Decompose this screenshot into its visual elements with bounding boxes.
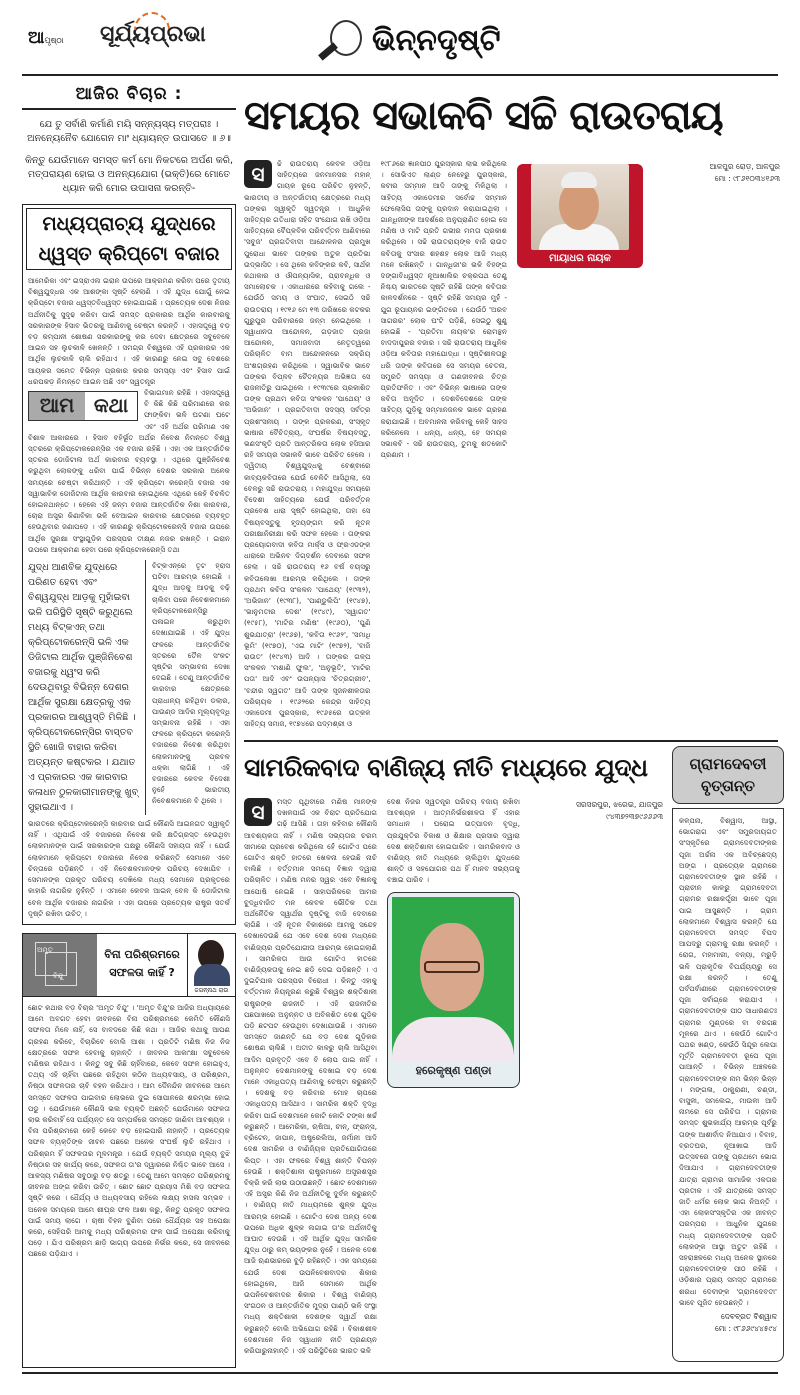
amruta-bindu-logo xyxy=(23,934,97,996)
sidebox-title xyxy=(672,746,784,804)
author-portrait xyxy=(531,164,629,250)
sidebox xyxy=(672,808,784,1362)
column-title: ବିନା ପରିଶ୍ରମରେ ସଫଳତା କାହିଁ ? xyxy=(104,948,180,979)
a1body-cont: ୧୯୮୬ରେ ଜ୍ଞାନପୀଠ ପୁରସ୍କାର ଲାଭ କରିଥିଲେ । ସୋଭିଏତ ଲାଣ୍ଡ ନେହେରୁ ପୁରସ୍କାର, କବୀର ସମ୍ମାନ ଆଦି ତାଙ୍କୁ ମିଳିଥିଲା । ସାହିତ୍ୟ ଏକାଡେମୀର ସର୍ବୋଚ୍ଚ ସମ୍ମାନ ଫେଲୋସିପ ତାଙ୍କୁ ପ୍ରଦାନ କରାଯାଇଥିଲା । ଗାନ୍ଧିଜୀଙ୍କ ଆଦର୍ଶରେ ଅନୁପ୍ରାଣିତ ହୋଇ ସେ ମଣିଷ ଓ ମାଟି ପ୍ରତି ଗଭୀର ମମତା ପ୍ରକାଶ କରିଥିଲେ । ସଚ୍ଚି ରାଉତରାୟଙ୍କ ବାଜି ରାଉତ କବିତାକୁ ସଂସାର ଶହଶହ ଲୋକ ଆଜି ମଧ୍ୟ ମନେ ରଖିଛନ୍ତି । ଗାନ୍ଧିଜୀ'ର ଭଳି ବିହଙ୍ଗ ଦଙ୍ଗାବିଧ୍ୱସ୍ତ ନୂଆଖାଲିର ଚକ୍ରପଥ ତେଣୁ ନିଶ୍ଚୟ ଭାରତରେ ସୃଷ୍ଟି ରହିଛି ତାଙ୍କ କବିତାର କାଳଦର୍ଶନରେ - ସୃଷ୍ଟି ରହିଛି ସମୟର ମୁହଁ - ଯୁଗ ରୂପାୟନର ଇଙ୍ଗିତରେ । ଯେଉଁଠି 'ଅରବ ସାଗରର' ଲୋକ ଘଂଟି ପଡ଼ିଛି, ସେଇଠୁ ଶୁଣୁ ହୋଇଛି - 'ପ୍ରତିମା ନାୟକ'ର ରୋମନ୍ଥନ ବାଦଦାପୁରର ବଜାର । ସଚ୍ଚି ରାଉତରାୟ ଆଧୁନିକ ଓଡ଼ିଆ କବିତାର ମହାଯୋଦ୍ଧା । ସୃଷ୍ଟିଶୀଳତାରୁ ଧରି ତାଙ୍କ କବିତାରେ ସେ ସମୟର ଚେତନା, ସମ୍ପ୍ରତି ସମସ୍ୟା ଓ ଗଣଜୀବନର ଚିତ୍ର ପ୍ରତିଫଳିତ । ଏବଂ ବିଭିନ୍ନ ଭାଷାରେ ତାଙ୍କ କବିତା ଅନୂଦିତ । ଦେଶବିଦେଶରେ ତାଙ୍କ ସାହିତ୍ୟ ଗୁଡ଼ିକୁ ସମ୍ମାନଜନକ ଭାବେ ଗ୍ରହଣ କରାଯାଇଛି । ଅବମାନନା କରିବାକୁ କେହି ସାହସ କରିନେଲେ । ଧନ୍ୟ, ଧନ୍ୟ, ହେ ସମୟର ସଭାକବି - ସଚ୍ଚି ରାଉତରାୟ, ତୁମକୁ ଶତକୋଟି ପ୍ରଣାମ । xyxy=(380,159,507,460)
article1 xyxy=(244,158,780,736)
article1-photo xyxy=(517,164,643,268)
article2 xyxy=(244,796,664,1362)
editorial-body-4: ଭାରତରେ କ୍ରିପ୍ଟୋକରେନ୍ସି କାରବାର ପାଇଁ କୌଣସି ଆଇନଗତ ସ୍ୱୀକୃତି ନାହିଁ । ଏଥିପାଇଁ ଏହି ବଜାରରେ ନିବେଶ କରି କ୍ଷତିଗ୍ରସ୍ତ ହେଉଥିବା ଲୋକମାନଙ୍କ ପାଇଁ ସରକାରଙ୍କ ପକ୍ଷରୁ କୌଣସି ସହାୟତା ନାହିଁ । ଯେଉଁ ଲୋକମାନେ କ୍ରିପ୍ଟୋ ବଜାରରେ ନିବେଶ କରିଛନ୍ତି ସେମାନେ ଏବେ ଚିନ୍ତାରେ ପଡ଼ିଛନ୍ତି । ଏହି ନିବେଶକମାନଙ୍କ ପରିଚୟ ଦେଖାଯିବ । ସେମାନଙ୍କ ପ୍ରକୃତ ପରିଚୟ ଦେଖିଲେ ମଧ୍ୟ ସେମାନେ ପ୍ରକୃତରେ କାହାରି ନାଗରିକ ନୁହଁନ୍ତି । ଏମାନେ କେବଳ ଆଇନ୍ ବେଳ କି ଡୋଜିଟାଲ ବେଳ ଆର୍ଥିକ ବଜାରର ନାଗରିକ । ଏହା ଉପରେ ପ୍ରତ୍ୟେକ ରାଷ୍ଟ୍ର ସତର୍କ ଦୃଷ୍ଟି ରଖିବା ଉଚିତ୍ । xyxy=(28,819,230,918)
column-card xyxy=(22,933,236,997)
pull-quote: ଯୁଦ୍ଧ ଆଣବିକ ଯୁଦ୍ଧରେ ପରିଣତ ହେବା ଏବଂ ବିଶ୍ୱଯୁଦ୍ଧ ଆଡ଼କୁ ମୁହାଁଇବା ଭଳି ପରିସ୍ଥିତି ସୃଷ୍ଟି କରୁଥିଲେ ମଧ୍ୟ ବିଟ୍‌କଏନ୍ ତଥା କ୍ରିପ୍ଟୋକରେନ୍ସି ଭଳି ଏକ ଡିଜିଟାଲ ଆର୍ଥିକ ପୁଞ୍ଜିନିବେଶ ବଜାରକୁ ଧ୍ୱଂସ କରି ଦେଉଥିବାରୁ ବିଭିନ୍ନ ଦେଶର ଆର୍ଥିକ ସୁରକ୍ଷା କ୍ଷେତ୍ରକୁ ଏକ ପ୍ରକାରର ଆଶ୍ୱସ୍ତି ମିଳିଛି । କ୍ରିପ୍ଟୋକରେନ୍ସିର ବାସ୍ତବ ସ୍ଥିତି ଖୋଜି ବାହାର କରିବା ଅତ୍ୟନ୍ତ କଷ୍ଟକର । ଯଥାତ ଏ ପ୍ରକାରର ଏକ କାରବାର କଳାଧନ ଠୁଳକାରୀମାନଙ୍କୁ ଖୁବ୍ ସୁହାଇଥାଏ । xyxy=(28,560,146,815)
aam-katha-a: ଆମ xyxy=(29,392,85,420)
page-number xyxy=(28,28,64,48)
editorial-headline: ମଧ୍ୟପ୍ରାଚ୍ୟ ଯୁଦ୍ଧରେ ଧ୍ୱସ୍ତ କ୍ରିପ୍ଟୋ ବଜାର xyxy=(26,208,232,270)
article1-sig-place: ଆଳପୁର ରୋଡ଼, ଆଳପୁର xyxy=(709,162,780,171)
article1-col-1 xyxy=(244,158,371,736)
logo-text: ସୂର୍ଯ୍ୟପ୍ରଭା xyxy=(100,22,206,47)
logo-text-1: ଅମୃତ xyxy=(37,946,53,954)
article1-col-2 xyxy=(381,158,508,736)
article1-dropcap: ସ xyxy=(244,160,272,188)
editorial-lower xyxy=(28,560,230,814)
newspaper-logo xyxy=(100,22,206,47)
sanskrit-verse: ଯେ ତୁ ସର୍ବାଣି କର୍ମାଣି ମୟି ସନ୍ନ୍ୟସ୍ୟ ମତ୍ପରାଃ । ଅନନ୍ୟେନୈବ ଯୋଗେନ ମାଂ ଧ୍ୟାୟନ୍ତ ଉପାସତେ ॥ ୬॥ xyxy=(27,119,231,144)
a2body-cont: ଦେଶ ନିଜର ସ୍ୱତନ୍ତ୍ର ପରିଚୟ ବଜାୟ ରଖିବା ଆବଶ୍ୟକ । ଆତ୍ମନିର୍ଭରଶୀଳତା ହିଁ ଏହାର ସମାଧାନ । ଘରୋଇ ଉତ୍ପାଦନ ବୃଦ୍ଧି, ପ୍ରଯୁକ୍ତିର ବିକାଶ ଓ ଶିକ୍ଷାର ପ୍ରସାର ଦ୍ୱାରା ଦେଶ ଶକ୍ତିଶାଳୀ ହୋଇପାରିବ । ସାମରିକବାଦ ଓ ବାଣିଜ୍ୟ ନୀତି ମଧ୍ୟରେ ଚାଲିଥିବା ଯୁଦ୍ଧରେ ଶାନ୍ତି ଓ ସହଯୋଗର ପଥ ହିଁ ମାନବ ସଭ୍ୟତାକୁ ବଞ୍ଚାଇ ପାରିବ । xyxy=(387,797,520,885)
verse-meaning: କିନ୍ତୁ ଯେଉଁମାନେ ସମସ୍ତ କର୍ମ ମୋ ନିକଟରେ ଅର୍ପଣ କରି, ମତ୍ପରାୟଣ ହୋଇ ଓ ଅନନ୍ୟଯୋଗ (ଭକ୍ତି)ରେ ମୋତେ ଧ୍ୟାନ କରି ମୋର ଉପାସନା କରନ୍ତି- xyxy=(25,155,233,194)
article1-headline: ସମୟର ସଭାକବି ସଚ୍ଚି ରାଉତରାୟ xyxy=(244,93,723,139)
sidebox-title-2: ବୃତ୍ତାନ୍ତ xyxy=(701,777,755,795)
editorial-body-1: ଆମେରିକା ଏବଂ ଇସ୍ରାଏଲ ଇରାନ ଉପରେ ଆକ୍ରମଣ କରିବା ପରେ ତୃତୀୟ ବିଶ୍ୱଯୁଦ୍ଧର ଏକ ଆଶଙ୍କା ସୃଷ୍ଟି ହେଲାଣି । ଏହି ଯୁଦ୍ଧ ଯୋଗୁଁ ନେଇ କ୍ରିପ୍ଟୋ ବଜାର ଧ୍ୱସ୍ତବିଧ୍ୱସ୍ତ ହୋଇଯାଇଛି । ପ୍ରତ୍ୟେକ ଦେଶ ନିଜର ଅର୍ଥନୀତିକୁ ସୁଦୃଢ କରିବା ପାଇଁ ସମସ୍ତ ପ୍ରକାରର ଆର୍ଥିକ କାରବାରକୁ ସରକାରଙ୍କ ହିସାବ ଭିତରକୁ ଆଣିବାକୁ ଚେଷ୍ଟା କରନ୍ତି । ଏହାସତ୍ତ୍ୱେ ବଡ଼ ବଡ଼ କମ୍ପାନୀ ଶୋଷଣ ସରକାରଙ୍କୁ କର ଦେବା କ୍ଷେତ୍ରରେ ସବୁବେଳେ ଆଇନ ସହ ଲୁଚକାଳି ଖେଳନ୍ତି । ସମଗ୍ର ବିଶ୍ୱରେ ଏହି ପ୍ରକାରର ଏକ ଆର୍ଥିକ ଲୁଚକାଳି ଚାଲି ରହିଥାଏ । ଏହି କାରଣରୁ ନେଇ ସବୁ ଦେଶରେ ଆୟକର ସମେତ ବିଭିନ୍ନ ପ୍ରକାର କରର ସମସ୍ୟା ଏବଂ ହିସାବ ପାଇଁ ଧରପକଡ଼ ନିମନ୍ତେ ଆଇନ ଅଛି ଏବଂ ସ୍ୱତନ୍ତ୍ର xyxy=(28,276,230,386)
sidebox-title-1: ଗ୍ରାମଦେବତୀ xyxy=(689,755,767,773)
article2-col-2 xyxy=(387,796,520,1362)
article2-photo xyxy=(387,892,520,1088)
magnifier-icon xyxy=(318,18,362,62)
article2-signature xyxy=(530,799,663,823)
article1-sig-phone: ମୋ : ୯୮୬୧୦୩୪୧୬୩ xyxy=(714,174,780,183)
section-header xyxy=(318,18,698,62)
article2-col-3 xyxy=(530,796,663,1362)
sidebox-sig-name: ଦେବବ୍ରତ ବିଶ୍ୱାଳ xyxy=(720,1311,777,1321)
column-body: ଛୋଟ କଥାର ବଡ଼ ବିଚାର 'ଅମୃତ ବିନ୍ଦୁ' । 'ଅମୃତ ବିନ୍ଦୁ'ର ଆଜିର ଅଧ୍ୟାୟରେ ଆମେ ଅବଗତ ହେବା ଜୀବନରେ ବିନା ପରିଶ୍ରମରେ କେମିତି କୌଣସି ସଫଳତା ମିଳେ ନାହିଁ, ସେ ବାବଦରେ କିଛି କଥା । ଆଜିର କଥାକୁ ଆପଣ ଗ୍ରହଣ କରିବେ, ବିଚାରିବେ ବୋଲି ଆଶା । ପ୍ରତିଟି ମଣିଷ ନିଜ ନିଜ କ୍ଷେତ୍ରରେ ସଫଳ ହେବାକୁ ଚାହାନ୍ତି । ଜୀବନର ଆକାଂକ୍ଷା ସବୁବେଳେ ମଣିଷର ରହିଥାଏ । କିନ୍ତୁ ସବୁ କିଛି ଚାହିଁବାରେ, କେବେ ସଫଳ ହୋଇହୁଏ, ତଥ୍ୟ ଏହି ଚାହିଁବା ପଛରେ ରହିଥିବା କଠିନ ଅଧ୍ୟବସାୟ, ଓ ପରିଶ୍ରମ, ନିଷ୍ଠା ସଫଳତାର ଚାବି ବହନ କରିଥାଏ । ଆମ ଦୈନନ୍ଦିନ ଜୀବନରେ ଆମେ ସମସ୍ତେ ସଫଳତା ପାଇବାର ଲୋଭରେ ଦୁଇ ସୋପାନରେ ଶରମ୍ଭା ହୋଇ ପଡୁ । ଯେଉଁମାନେ କୌଣସି ଭଲ ବ୍ୟକ୍ତି ଅଛନ୍ତି ଯେଉଁମାନେ ସଫଳତା ଲାଭ କରିବାହିଁ ସେ ପର୍ଯ୍ୟନ୍ତ ସେ ସମ୍ପର୍କରେ ସମସ୍ତେ ଜାଣିବା ଆବଶ୍ୟକ । ବିନା ପରିଶ୍ରମରେ କେହି କେବେ ବଡ଼ ହୋଇପାରି ନାହାନ୍ତି । ପ୍ରତ୍ୟେକ ସଫଳ ବ୍ୟକ୍ତିଙ୍କ ଜୀବନ ପଛରେ ଅନେକ ସଂଘର୍ଷ ଲୁଚି ରହିଥାଏ । ପରିଶ୍ରମ ହିଁ ସଫଳତାର ମୂଳମନ୍ତ୍ର । ଯେଉଁ ବ୍ୟକ୍ତି ସମୟର ମୂଲ୍ୟ ବୁଝି ନିଷ୍ଠାର ସହ କାର୍ଯ୍ୟ କରେ, ସଫଳତା ତା'ର ଦ୍ୱାରରେ ନିଶ୍ଚିତ ଭାବେ ଆସେ । ଆଳସ୍ୟ ମଣିଷର ସବୁଠାରୁ ବଡ଼ ଶତ୍ରୁ । ତେଣୁ ଆମେ ସମସ୍ତେ ପରିଶ୍ରମକୁ ଜୀବନର ଅଙ୍ଗ କରିବା ଉଚିତ୍ । ଛୋଟ ଛୋଟ ପ୍ରୟାସ ମିଶି ବଡ଼ ସଫଳତା ସୃଷ୍ଟି କରେ । ଧୈର୍ଯ୍ୟ ଓ ଅଧ୍ୟବସାୟ ରହିଲେ ଲକ୍ଷ୍ୟ ହାସଲ ସମ୍ଭବ । ଅନେକ ସମୟରେ ଆମେ ଶୀଘ୍ର ଫଳ ଆଶା କରୁ, କିନ୍ତୁ ପ୍ରକୃତ ସଫଳତା ପାଇଁ ସମୟ ଲାଗେ । ଚାଷୀ ବିହନ ବୁଣିବା ପରେ ଧୈର୍ଯ୍ୟର ସହ ଅପେକ୍ଷା କରେ, ସେହିପରି ଆମକୁ ମଧ୍ୟ ପରିଶ୍ରମର ଫଳ ପାଇଁ ଅପେକ୍ଷା କରିବାକୁ ପଡ଼େ । ଯିଏ ପରିଶ୍ରମ ଛାଡ଼ି ଭାଗ୍ୟ ଉପରେ ନିର୍ଭର କରେ, ସେ ଜୀବନରେ ପଛରେ ପଡ଼ିଯାଏ । xyxy=(22,997,236,1368)
left-column xyxy=(22,84,236,925)
sidebox-body: କଳ୍ପନା, ବିଶ୍ୱାସ, ଆସ୍ଥା, ଭୋଗରାଗ ଏବଂ ସମ୍ପ୍ରଦାୟଗତ ସଂସ୍କୃତିରେ ଗ୍ରାମଦେବତୀଙ୍କର ପୂଜା ଅର୍ଚ୍ଚନା ଏକ ଅବିଚ୍ଛେଦ୍ୟ ଅଙ୍ଗ । ପ୍ରତ୍ୟେକ ଗ୍ରାମରେ ଗ୍ରାମଦେବତୀଙ୍କ ସ୍ଥାନ ରହିଛି । ପ୍ରାଚୀନ କାଳରୁ ଗ୍ରାମଦେବତୀ ଗ୍ରାମର ରକ୍ଷାକର୍ତ୍ତ୍ରୀ ଭାବେ ପୂଜା ପାଇ ଆସୁଛନ୍ତି । ଗ୍ରାମ ଲୋକମାନେ ବିଶ୍ୱାସ କରନ୍ତି ଯେ ଗ୍ରାମଦେବତୀ ସମସ୍ତ ବିପଦ ଆପଦରୁ ଗ୍ରାମକୁ ରକ୍ଷା କରନ୍ତି । ରୋଗ, ମହାମାରୀ, ବନ୍ୟା, ମରୁଡ଼ି ଭଳି ପ୍ରାକୃତିକ ବିପର୍ଯ୍ୟୟରୁ ସେ ରକ୍ଷା କରନ୍ତି । ତେଣୁ ପର୍ବପର୍ବାଣୀରେ ଗ୍ରାମଦେବତୀଙ୍କ ପୂଜା ସର୍ବାଗ୍ରେ କରାଯାଏ । ଗ୍ରାମଦେବତୀଙ୍କ ପୀଠ ସାଧାରଣତଃ ଗ୍ରାମର ମୁଣ୍ଡରେ ବା ବରଗଛ ମୂଳରେ ଥାଏ । କେଉଁଠି ଗୋଟିଏ ପଥର ଖଣ୍ଡ, କେଉଁଠି ସିନ୍ଦୂର ଲେପା ମୂର୍ତ୍ତି ଗ୍ରାମଦେବତୀ ରୂପେ ପୂଜା ପାଆନ୍ତି । ବିଭିନ୍ନ ଅଞ୍ଚଳରେ ଗ୍ରାମଦେବତୀଙ୍କ ନାମ ଭିନ୍ନ ଭିନ୍ନ । ମଙ୍ଗଳା, ଠାକୁରାଣୀ, ଚଣ୍ଡୀ, ବାସୁଳୀ, ସମଲେଇ, ମାଉଳୀ ଆଦି ନାମରେ ସେ ପରିଚିତା । ଗ୍ରାମର ସମସ୍ତ ଶୁଭକାର୍ଯ୍ୟ ଆରମ୍ଭ ପୂର୍ବରୁ ତାଙ୍କ ଆଶୀର୍ବାଦ ନିଆଯାଏ । ବିବାହ, ବ୍ରତଘର, ନୂଆଖାଇ ଆଦି ଉତ୍ସବରେ ତାଙ୍କୁ ପ୍ରଥମେ ଭୋଗ ଦିଆଯାଏ । ଗ୍ରାମଦେବତୀଙ୍କ ଯାତ୍ରା ଗ୍ରାମର ସାମାଜିକ ଏକତାର ପ୍ରତୀକ । ଏହି ଯାତ୍ରାରେ ସମସ୍ତ ଜାତି ଧର୍ମର ଲୋକ ଭାଗ ନିଅନ୍ତି । ଏହା ଲୋକସଂସ୍କୃତିର ଏକ ଜୀବନ୍ତ ପରମ୍ପରା । ଆଧୁନିକ ଯୁଗରେ ମଧ୍ୟ ଗ୍ରାମଦେବତୀଙ୍କ ପ୍ରତି ଲୋକଙ୍କ ଆସ୍ଥା ଅତୁଟ ରହିଛି । ସହରାଞ୍ଚଳରେ ମଧ୍ୟ ଅନେକ ସ୍ଥାନରେ ଗ୍ରାମଦେବତୀଙ୍କ ପୀଠ ରହିଛି । ଓଡ଼ିଶାର ପ୍ରାୟ ସମସ୍ତ ଗ୍ରାମରେ ଶରଧା ଦେବୀଙ୍କ 'ଗ୍ରାମଦେବତୀ' ଭାବେ ପୂଜିତ ହେଉଛନ୍ତି । xyxy=(679,816,777,1307)
aam-katha-label xyxy=(28,391,138,421)
article1-col-4 xyxy=(654,158,781,736)
bottom-rule xyxy=(22,1372,778,1374)
page-suffix: ପୃଷ୍ଠା xyxy=(44,36,64,45)
article1-body: ଚ୍ଚି ରାଉତରାୟ କେବଳ ଓଡ଼ିଆ ସାହିତ୍ୟରେ ଜନମାନସର ମହାନ୍ ଗାୟକ ରୂପେ ପରିଚିତ ନୁହନ୍ତି, ଭାରତୀୟ ଓ ଅନ୍ତର୍ଜାତୀୟ କ୍ଷେତ୍ରରେ ମଧ୍ୟ ତାଙ୍କର ସ୍ୱୀକୃତି ସ୍ୱତନ୍ତ୍ର । ଆଧୁନିକ ସାହିତ୍ୟର ଗତିଧାରା ସହିତ ସଂଯୋଗ ରଖି ଓଡ଼ିଆ ସାହିତ୍ୟରେ ବୈପ୍ଳବିକ ପରିବର୍ତ୍ତନ ଆଣିବାରେ 'ସବୁଜ' ପ୍ରଗତିବାଦୀ ଆନ୍ଦୋଳନର ପ୍ରମୁଖ ପୁରୋଧା ଭାବେ ତାଙ୍କର ଅତୁଳ ପ୍ରତିଭା ଉଦ୍ଭାସିତ । ସେ ଥିଲେ କବିଙ୍କର କବି, ସାର୍ଥକ କଥାକାର ଓ ଔପନ୍ୟାସିକ, ପ୍ରାବନ୍ଧିକ ଓ ସମାଲୋଚକ । ଏକାଧାରରେ କହିବାକୁ ଗଲେ - ଯେଉଁଠି ସମୟ ଓ ସଂଘାତ, ସେଇଠି ସଚ୍ଚି ରାଉତରାୟ । ୧୯୧୬ ମେ ୧୩ ତାରିଖରେ କଟକର ଗୁରୁପୁର ପରିବାରରେ ଜନ୍ମ ନେଇଥିଲେ । ସ୍ୱାଧୀନତା ଆନ୍ଦୋଳନ, ଗଡ଼ଜାତ ପ୍ରଜା ଆନ୍ଦୋଳନ, ସମାଜବାଦୀ ନେତୃତ୍ୱରେ ପରିଚାଳିତ ବାମ ଆନ୍ଦୋଳନରେ ସକ୍ରିୟ ଅଂଶଗ୍ରହଣ କରିଥିଲେ । ସ୍ୱାଭାବିକ ଭାବେ ତାଙ୍କର ବିପ୍ଳବ ଚୈତନ୍ୟର ଅଭିଜ୍ଞତା ସେ ରାଜନୀତିରୁ ପାଇଥିଲେ । ୧୯୩୯ରେ ପ୍ରକାଶିତ ତାଙ୍କ ପ୍ରଥମ କବିତା ସଂକଳନ 'ପାଥେୟ' ଓ 'ଅଭିଜାନ' । ପ୍ରଗତିବାଦୀ ସଦସ୍ୟ ସର୍ବତ୍ର ପ୍ରଶଂସନୀୟ । ତାଙ୍କ ପ୍ରକରଣ, ସଂସ୍କୃତ ଭାଷାର ବୈଚିତ୍ର୍ୟ, ସଂଘର୍ଷର ବିଷୟବସ୍ତୁ, ଭଣସଂକୃତି ପ୍ରତି ଆନ୍ତରିକତା ଲୋକ ହସିଆର ରହି ସମୟର ସଭାକବି ଭାବେ ପରିଚିତ ହେଲେ । ଦ୍ୱିତୀୟ ବିଶ୍ୱଯୁଦ୍ଧକୁ ବେଶ୍ଵାରେ କାବ୍ୟକବିତାରେ ଯେଉଁ ବେଳିଟି ଆସିଥିଲା, ସେ ବେଳରୁ ସଚ୍ଚି ରାଉତରାୟ । ମହାଯୁଦ୍ଧ ସମୟରେ ବିଦେଶୀ ସାହିତ୍ୟରେ ଯେଉଁ ପରିବର୍ତ୍ତନ ପ୍ରବେଶ ଧାରା ସୃଷ୍ଟି ହୋଇଥିଲା, ତାହା ସେ ବିଷୟବସ୍ତୁକୁ ହୃଦୟଙ୍ଗମ କରି ନୂତନ ପରୀକ୍ଷାନିରୀକ୍ଷା କରି ସଫଳ ହେଲେ । ତାଙ୍କର ପ୍ରୟୋଗବାଦୀ କବିତା ମାର୍କ୍ସ ଓ ଫ୍ରଏଡଙ୍କ ଧାରାରେ ଅଭିନବ ଦିଗ୍‌ଦର୍ଶନ ଦେବାରେ ସଫଳ ହେଲା । ସଚ୍ଚି ରାଉତରାୟ ୧୬ ବର୍ଷ ବୟସରୁ କବିତାଲେଖା ଆରମ୍ଭ କରିଥିଲେ । ତାଙ୍କ ପ୍ରଥମ କବିତା ସଂକଳନ 'ପାଥେୟ' (୧୯୩୨), 'ଅଭିଜାନ' (୧୯୩୮), 'ପାଣ୍ଡୁଲିପି' (୧୯୪୭), 'ଭାନୁମତୀର ଦେଶ' (୧୯୪୯), 'ସ୍ୱାଗତ' (୧୯୫୮), 'ମାଟିର ମଣିଷ' (୧୯୬୦), 'ପୁଣି ଶୁଭଯାତ୍ରା' (୧୯୬୭), 'କବିତା ୧୯୬୨', 'ସମାଧି ଭୂମି' (୧୯୭୦), 'ଏଇ ମାଟି' (୧୯୭୨), 'ବାଜି ରାଉତ' (୧୯୪୩) ଆଦି । ତାଙ୍କର ଗଳ୍ପ ସଂକଳନ 'ମଶାଣି ଫୁଲ', 'ଅନୁଭୂତି', 'ମାଟିର ପତା' ଆଦି ଏବଂ ଉପନ୍ୟାସ 'ଚିତ୍ରଗ୍ରୀବ', 'ବନ୍ଦୀର ସ୍ୱଗତ' ଆଦି ତାଙ୍କ ସୃଜନଶୀଳତାର ପରିଚାୟକ । ୧୯୬୨ରେ କେନ୍ଦ୍ର ସାହିତ୍ୟ ଏକାଡେମୀ ପୁରସ୍କାର, ୧୯୬୫ରେ ଉତ୍କଳ ସାହିତ୍ୟ ସମାଜ, ୧୯୭୪ରେ ପଦ୍ମଶ୍ରୀ ଓ xyxy=(244,159,371,729)
author-name: ଜଗନ୍ନାଥ ରାଉ xyxy=(194,987,229,994)
thought-of-day-title: ଆଜିର ବିଚାର : xyxy=(22,84,236,110)
section-title: ଭିନ୍ନଦୃଷ୍ଟି xyxy=(372,22,501,58)
editorial-body-2-wrap xyxy=(28,387,230,555)
article1-signature xyxy=(654,161,781,185)
editorial-body-2: ବିଭାଗମାନ ରହିଛି । ଏହାସତ୍ତ୍ୱେ ବି କିଛି କିଛି ପରିମାଣରେ କର ଫାଙ୍କିବା ଭଳି ଘଟଣା ଘଟେ ଏବଂ ଏହି ଅର୍ଥର ପରିମାଣ ଏକ ବିଶାଳ ଆକାରରେ । ହିସାବ ବହିର୍ଭୂତ ଅର୍ଥର ନିବେଶ ନିମନ୍ତେ ବିଶ୍ୱ ସ୍ତରରେ କ୍ରିପ୍ଟୋକରେନ୍ସିର ଏକ ବଜାର ରହିଛି । ଏହା ଏକ ଆନ୍ତର୍ଜାତିକ ସ୍ତରର ଡୋଜିଟାଲ ଅର୍ଥ କାରବାର ବ୍ୟବସ୍ଥା । ଏଥିରେ ପୁଞ୍ଜିନିବେଶ କରୁଥିବା ଲୋକଙ୍କୁ ଧରିବା ପାଇଁ ବିଭିନ୍ନ ଦେଶର ସରକାର ଅନେକ ସମୟରେ ଚେଷ୍ଟା କରିଥାନ୍ତି । ଏହି କ୍ରିପ୍ଟୋ କରେନ୍ସି ବଜାର ଏକ ସ୍ୱାଭାବିକ ଡୋଜିଟାଲ ଆର୍ଥିକ କାରବାର ହୋଇଥିଲେ ଏଥିରେ କେହି ବିଚଳିତ ହୋଇନଥାନ୍ତେ । ହେଲେ ଏହି ଜନ୍ମ ବଜାର ଆନ୍ତର୍ଜାତିକ ନିଶା କାରବାର, ଚୋରା ଅସ୍ତ୍ର କିଣାବିକା ଭଳି ବେଆଇନ କାରବାର କ୍ଷେତ୍ରରେ ବ୍ୟବହୃତ ହେଉଥିବାର ଜଣାପଡ଼େ । ଏହି କାରଣରୁ କ୍ରିପ୍ଟୋକରେନ୍ସି ବଜାର ଉପରେ ଆର୍ଥିକ ସୁରକ୍ଷା ସଂସ୍ଥାଗୁଡ଼ିକ ପରସ୍ପର ତୀକ୍ଷ୍ଣ ନଜର ରଖନ୍ତି । ଇରାନ ଉପରେ ଆକ୍ରମଣ ହେବା ପରେ କ୍ରିପ୍ଟୋକରେନ୍ସି ତଥା xyxy=(28,388,230,554)
author-photo xyxy=(187,934,235,996)
logo-text-2: ବିନ୍ଦୁ xyxy=(53,972,64,980)
article2-sig-phone: ୯୪୩୭୨୩୭୯୬୬୬୩ xyxy=(606,812,663,821)
sidebox-sig-phone: ମୋ : ୯୮୬୬୯୪୪୫୯୪ xyxy=(715,1323,777,1333)
page-number-value: ଆ xyxy=(28,28,45,48)
photo2-caption: ହରେକୃଷ୍ଣ ପଣ୍ଡା xyxy=(415,1063,492,1077)
photo1-caption: ମାୟାଧର ନାୟକ xyxy=(549,253,611,264)
editorial-box xyxy=(22,204,236,925)
article2-col-1 xyxy=(244,796,377,1362)
article2-headline: ସାମରିକବାଦ ବାଣିଜ୍ୟ ନୀତି ମଧ୍ୟରେ ଯୁଦ୍ଧ xyxy=(244,753,648,782)
article2-body: ମସ୍ତ ପୃଥିବୀରେ ମଣିଷ ମାନଙ୍କ ଦଖଳପାଇଁ ଏକ ବିରାଟ ପ୍ରତିଯୋଗ ଗଢ଼ି ଆସିଛି । ତାହା କହିବାର କୌଣସି ଆବଶ୍ୟକତା ନାହିଁ । ମଣିଷ ସଭ୍ୟତାର ଚରମ ସୀମାରେ ପ୍ରବେଶ କରିଥିଲେ ହେଁ ଗୋଟିଏ ପରେ ଗୋଟିଏ ଶକ୍ତି ହାତରେ ଖେଳନା ହେଉଛି ନାଚି ବାଲିଛି । ବର୍ତ୍ତମାନ ସମୟେ ବିଜ୍ଞାନ ଦ୍ୱାରା ପରିଚାଳିତ । ମଣିଷ ମନର ସ୍ୱର ଏବେ ବିଜ୍ଞାନକୁ ଆପୋଷି ନେଇଛି । ସାହାପରିକରେ ଆମର ବୁଦ୍ଧିବାଜିତ ମନ କେବଳ ଭୌତିକ ତଥା ଅର୍ଥନୈତିକ ସ୍ୱାର୍ଥର ଦୃଷ୍ଟିକୁ ବାଜି ଦେବାରେ ଲାଗିଛି । ଏହି ନୂତନ ବିକାଶରେ ଆମକୁ ସନ୍ଦେହ ଦେଖାଦେଉଛି ଯେ ଏବେ ଦେଶ ଦେଶ ମଧ୍ୟରେ ବାଣିଜ୍ୟର ପ୍ରତିଯୋଗୀତା ଆରମ୍ଭ ହୋଇଗଲାଣି । ସାମରିକତା ଆଉ ଗୋଟିଏ ହାତରେ ବାଣିଜ୍ୟିକତାକୁ ନେଇ ଛଡ଼ି ଦେଇ ପଡ଼ିଛନ୍ତି । ଏ ଦୁଇଟିଯାକ ପରସ୍ପର ବିରୋଧୀ । କିନ୍ତୁ ଏହାକୁ ବର୍ତ୍ତମାନ ନିୟନ୍ତ୍ରଣ କରୁଛି ବିଶ୍ୱର ଶକ୍ତିଶାଳୀ ରାଷ୍ଟ୍ରଙ୍କ ରାଜନୀତି । ଏହି ରାଜନୀତିର ପଛପାଖରେ ଅନୁନ୍ନତ ଓ ଅବିକଶିତ ଦେଶ ଗୁଡ଼ିକ ପଡ଼ି ଛଟପଟ ହେଉଥିବା ଦେଖାଯାଉଛି । ଏମାନେ ସମସ୍ତେ ଜାଣନ୍ତି ଯେ ବଡ଼ ଦେଶ ଗୁଡ଼ିକର ଶୋଷଣ ଚାଲିଛି । ଅତୀତ କାଳରୁ ଚାଲି ଆସିଥିବା ଆଦିମ ପ୍ରବୃତ୍ତି ଏବେ ବି ଲୋପ ପାଇ ନାହିଁ । ଅନୁନ୍ନତ ଦେଶମାନଙ୍କୁ ଦେଖାଇ ବଡ଼ ଦେଶ ମାନେ ଏକାଧିପତ୍ୟ ଆଣିବାକୁ ଚେଷ୍ଟା କରୁଛନ୍ତି । ଦେଶକୁ ବଡ଼ କରିବାର ମୋହ ଚାପରେ ଏକାଧିପତ୍ୟ ଆସିଥାଏ । ସାମରିକ ଶକ୍ତି ବୃଦ୍ଧି କରିବା ପାଇଁ ଦେଶମାନେ କୋଟି କୋଟି ଟଙ୍କା ଖର୍ଚ୍ଚ କରୁଛନ୍ତି । ଆମେରିକା, ଋଷିଆ, ଚୀନ୍, ଫ୍ରାନ୍ସ, ବ୍ରିଟେନ, ଜାପାନ, ଅଷ୍ଟ୍ରେଲିଆ, ଜର୍ମାନୀ ଆଦି ଦେଶ ସାମରିକ ଓ ବାଣିଜ୍ୟିକ ପ୍ରତିଯୋଗିତାରେ ଲିପ୍ତ । ଏହା ଫଳରେ ବିଶ୍ୱ ଶାନ୍ତି ବିପନ୍ନ ହେଉଛି । ଶକ୍ତିଶାଳୀ ରାଷ୍ଟ୍ରମାନେ ଅସ୍ତ୍ରଶସ୍ତ୍ର ବିକ୍ରି କରି ଲାଭ ଉଠାଉଛନ୍ତି । ଛୋଟ ଦେଶମାନେ ଏହି ଅସ୍ତ୍ର କିଣି ନିଜ ଅର୍ଥନୀତିକୁ ଦୁର୍ବଳ କରୁଛନ୍ତି । ବାଣିଜ୍ୟ ନୀତି ମାଧ୍ୟମରେ ଶୁଳ୍କ ଯୁଦ୍ଧ ଆରମ୍ଭ ହୋଇଛି । ଗୋଟିଏ ଦେଶ ଅନ୍ୟ ଦେଶ ଉପରେ ଅଧିକ ଶୁଳ୍କ ଲଗାଇ ତା'ର ଅର୍ଥନୀତିକୁ ଆଘାତ ଦେଉଛି । ଏହି ଆର୍ଥିକ ଯୁଦ୍ଧ ସାମରିକ ଯୁଦ୍ଧ ଠାରୁ କମ୍ ଭୟଙ୍କର ନୁହେଁ । ଅନେକ ଦେଶ ଆଜି ଋଣଭାରରେ ବୁଡ଼ି ରହିଛନ୍ତି । ଏକ ସମୟରେ ଯେଉଁ ଦେଶ ଉପନିବେଶବାଦର ଶିକାର ହୋଇଥିଲେ, ଆଜି ସେମାନେ ଆର୍ଥିକ ଉପନିବେଶବାଦର ଶିକାର । ବିଶ୍ୱ ବାଣିଜ୍ୟ ସଂଗଠନ ଓ ଆନ୍ତର୍ଜାତିକ ମୁଦ୍ରା ପାଣ୍ଠି ଭଳି ସଂସ୍ଥା ମଧ୍ୟ ଶକ୍ତିଶାଳୀ ଦେଶଙ୍କ ସ୍ୱାର୍ଥ ରକ୍ଷା କରୁଛନ୍ତି ବୋଲି ଅଭିଯୋଗ ରହିଛି । ବିକାଶଶୀଳ ଦେଶମାନେ ନିଜ ସ୍ୱାଧୀନ ନୀତି ପ୍ରଣୟନ କରିପାରୁନାହାନ୍ତି । ଏହି ପରିସ୍ଥିତିରେ ଭାରତ ଭଳି xyxy=(244,797,377,1355)
editorial-body-3: ବିଟ୍‌କଏନ୍‌ରେ ତୃଟ ହ୍ରାସ ଘଟିବା ଆରମ୍ଭ ହୋଇଛି । ଯୁଦ୍ଧ ଆଡ଼କୁ ଆଡ଼କୁ ବଢ଼ି ଚାଲିବା ପରେ ନିବେଶକମାନେ କ୍ରିପ୍ଟୋକରେନ୍ସିରୁ ପଳାଇନ କରୁଥିବା ଦେଖାଯାଇଛି । ଏହି ଯୁଦ୍ଧ ଫଳରେ ଆନ୍ତର୍ଜାତିକ ସ୍ତରରେ ତୈଳ ସଂକଟ ସୃଷ୍ଟିର ସମ୍ଭାବନା ଦେଖା ଦେଇଛି । ତେଣୁ ଆନ୍ତର୍ଜାତିକ କାରବାର କ୍ଷେତ୍ରରେ ପ୍ରାଧାନ୍ୟ ରହିଥିବା ଡଲାର, ପାଉଣ୍ଡ ଆଦିର ମୂଲ୍ୟବୃଦ୍ଧି ସମ୍ଭାବନା ରହିଛି । ଏହା ଫଳରେ କ୍ରିପ୍ଟୋ କରେନ୍ସି ବଜାରରେ ନିବେଶ କରିଥିବା ଲୋକମାନଙ୍କୁ ପ୍ରବଳ ଧକ୍କା ଲାଗିଛି । ଏହି ବଜାରରେ କେବଳ ବିଦେଶୀ ନୁହେଁ ଭାରତୀୟ ନିବେଶକମାନେ ବି ଥିଲେ । xyxy=(152,561,230,806)
aam-katha-b: କଥା xyxy=(93,393,129,418)
author-portrait-2 xyxy=(392,897,514,1061)
section-divider xyxy=(244,740,778,742)
sidebox-signature xyxy=(679,1311,777,1335)
article1-col-3 xyxy=(517,158,644,736)
article2-sig-place: ସରସରପୁର, ଝରେଇ, ଯାଜପୁର xyxy=(575,800,663,809)
article2-dropcap: ସ xyxy=(244,798,272,826)
